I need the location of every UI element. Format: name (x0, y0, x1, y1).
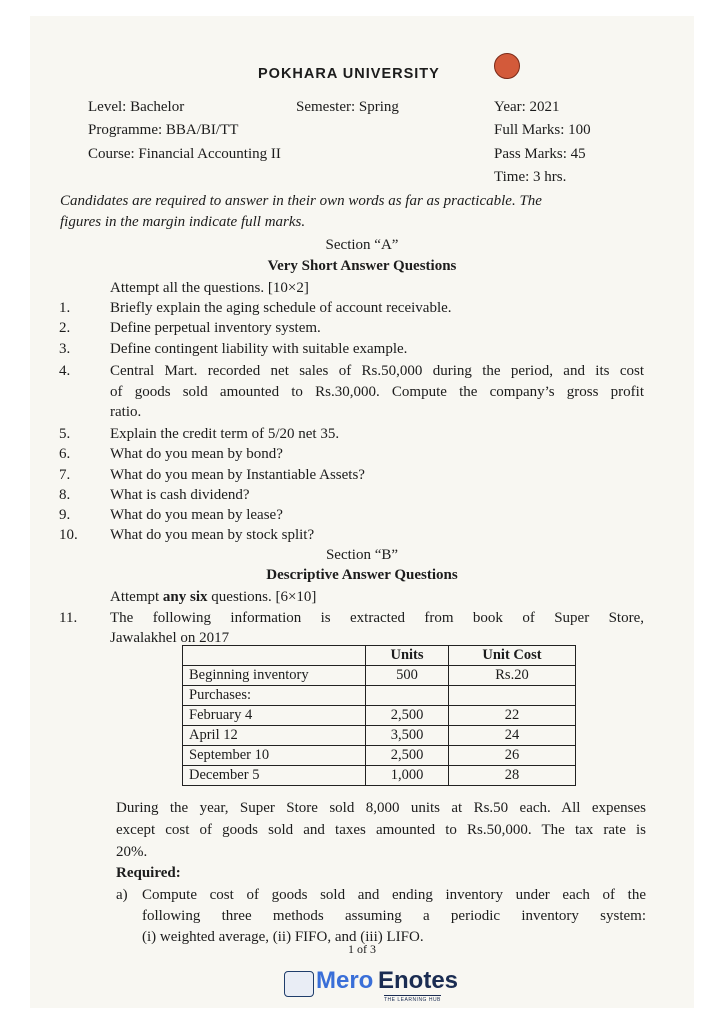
section-b-attempt: Attempt any six questions. [6×10] (110, 589, 317, 605)
table-cell: September 10 (183, 746, 366, 766)
table-row (183, 746, 576, 766)
table-cell: 22 (449, 706, 576, 726)
question-number: 9. (59, 507, 71, 523)
required-label: Required: (116, 865, 181, 881)
question-number: 5. (59, 426, 71, 442)
table-cell: December 5 (183, 766, 366, 786)
table-header-row (183, 646, 576, 666)
page-number: 1 of 3 (348, 942, 376, 956)
question-text-line: What do you mean by bond? (110, 446, 283, 462)
table-row (183, 706, 576, 726)
question-text-line: Central Mart. recorded net sales of Rs.50,000 during the period, and its cost (110, 363, 644, 379)
question-11-line-2: Jawalakhel on 2017 (110, 630, 230, 646)
question-text-line: Define contingent liability with suitable example. (110, 341, 408, 357)
section-b-title: Section “B” (325, 547, 399, 563)
question-number: 2. (59, 320, 71, 336)
question-number: 6. (59, 446, 71, 462)
table-cell (366, 686, 449, 706)
question-text-line: Briefly explain the aging schedule of account receivable. (110, 300, 452, 316)
table-row (183, 686, 576, 706)
question-number: 7. (59, 467, 71, 483)
paragraph-line: except cost of goods sold and taxes amounted to Rs.50,000. The tax rate is (116, 822, 646, 838)
instructions-line-2: figures in the margin indicate full marks. (60, 214, 306, 230)
required-a-line: following three methods assuming a periodic inventory system: (142, 908, 646, 924)
table-cell: February 4 (183, 706, 366, 726)
section-a-title: Section “A” (325, 237, 399, 253)
question-text-line: Define perpetual inventory system. (110, 320, 321, 336)
table-row (183, 766, 576, 786)
question-text-line: What do you mean by lease? (110, 507, 283, 523)
required-a-label: a) (116, 887, 128, 903)
question-number: 4. (59, 363, 71, 379)
table-cell: Beginning inventory (183, 666, 366, 686)
question-text-line: What do you mean by Instantiable Assets? (110, 467, 365, 483)
table-header-cell (183, 646, 366, 666)
paragraph-line: 20%. (116, 844, 148, 860)
question-text-line: ratio. (110, 404, 142, 420)
table-header-cell: Units (366, 646, 449, 666)
orange-dot-mark (494, 53, 520, 79)
section-b-subtitle: Descriptive Answer Questions (266, 567, 458, 583)
question-text-line: What do you mean by stock split? (110, 527, 315, 543)
section-a-subtitle: Very Short Answer Questions (267, 258, 457, 274)
question-number: 10. (59, 527, 78, 543)
table-row (183, 666, 576, 686)
table-cell: Purchases: (183, 686, 366, 706)
table-cell: 500 (366, 666, 449, 686)
required-a-line: (i) weighted average, (ii) FIFO, and (iii) LIFO. (142, 929, 424, 945)
university-title: POKHARA UNIVERSITY (258, 66, 440, 82)
table-cell: 28 (449, 766, 576, 786)
question-number: 8. (59, 487, 71, 503)
table-cell: 1,000 (366, 766, 449, 786)
programme: Programme: BBA/BI/TT (88, 122, 239, 138)
section-a-attempt: Attempt all the questions. [10×2] (110, 280, 309, 296)
semester: Semester: Spring (296, 99, 399, 115)
question-text-line: Explain the credit term of 5/20 net 35. (110, 426, 340, 442)
table-cell (449, 686, 576, 706)
question-11-line-1: The following information is extracted from book of Super Store, (110, 610, 644, 626)
table-cell: 26 (449, 746, 576, 766)
question-text-line: What is cash dividend? (110, 487, 250, 503)
instructions-line-1: Candidates are required to answer in their own words as far as practicable. The (60, 193, 542, 209)
table-cell: 2,500 (366, 746, 449, 766)
level: Level: Bachelor (88, 99, 185, 115)
question-number: 1. (59, 300, 71, 316)
inventory-table (182, 645, 576, 786)
time: Time: 3 hrs. (494, 169, 567, 185)
table-row (183, 726, 576, 746)
table-cell: April 12 (183, 726, 366, 746)
logo-icon (284, 971, 314, 997)
pass-marks: Pass Marks: 45 (494, 146, 586, 162)
table-cell: 2,500 (366, 706, 449, 726)
table-header-cell: Unit Cost (449, 646, 576, 666)
full-marks: Full Marks: 100 (494, 122, 591, 138)
required-a-line: Compute cost of goods sold and ending inventory under each of the (142, 887, 646, 903)
paragraph-line: During the year, Super Store sold 8,000 units at Rs.50 each. All expenses (116, 800, 646, 816)
table-cell: 3,500 (366, 726, 449, 746)
year: Year: 2021 (494, 99, 560, 115)
table-cell: 24 (449, 726, 576, 746)
question-number: 3. (59, 341, 71, 357)
question-number: 11. (59, 610, 78, 626)
course: Course: Financial Accounting II (88, 146, 281, 162)
table-cell: Rs.20 (449, 666, 576, 686)
question-text-line: of goods sold amounted to Rs.30,000. Compute the company’s gross profit (110, 383, 644, 400)
